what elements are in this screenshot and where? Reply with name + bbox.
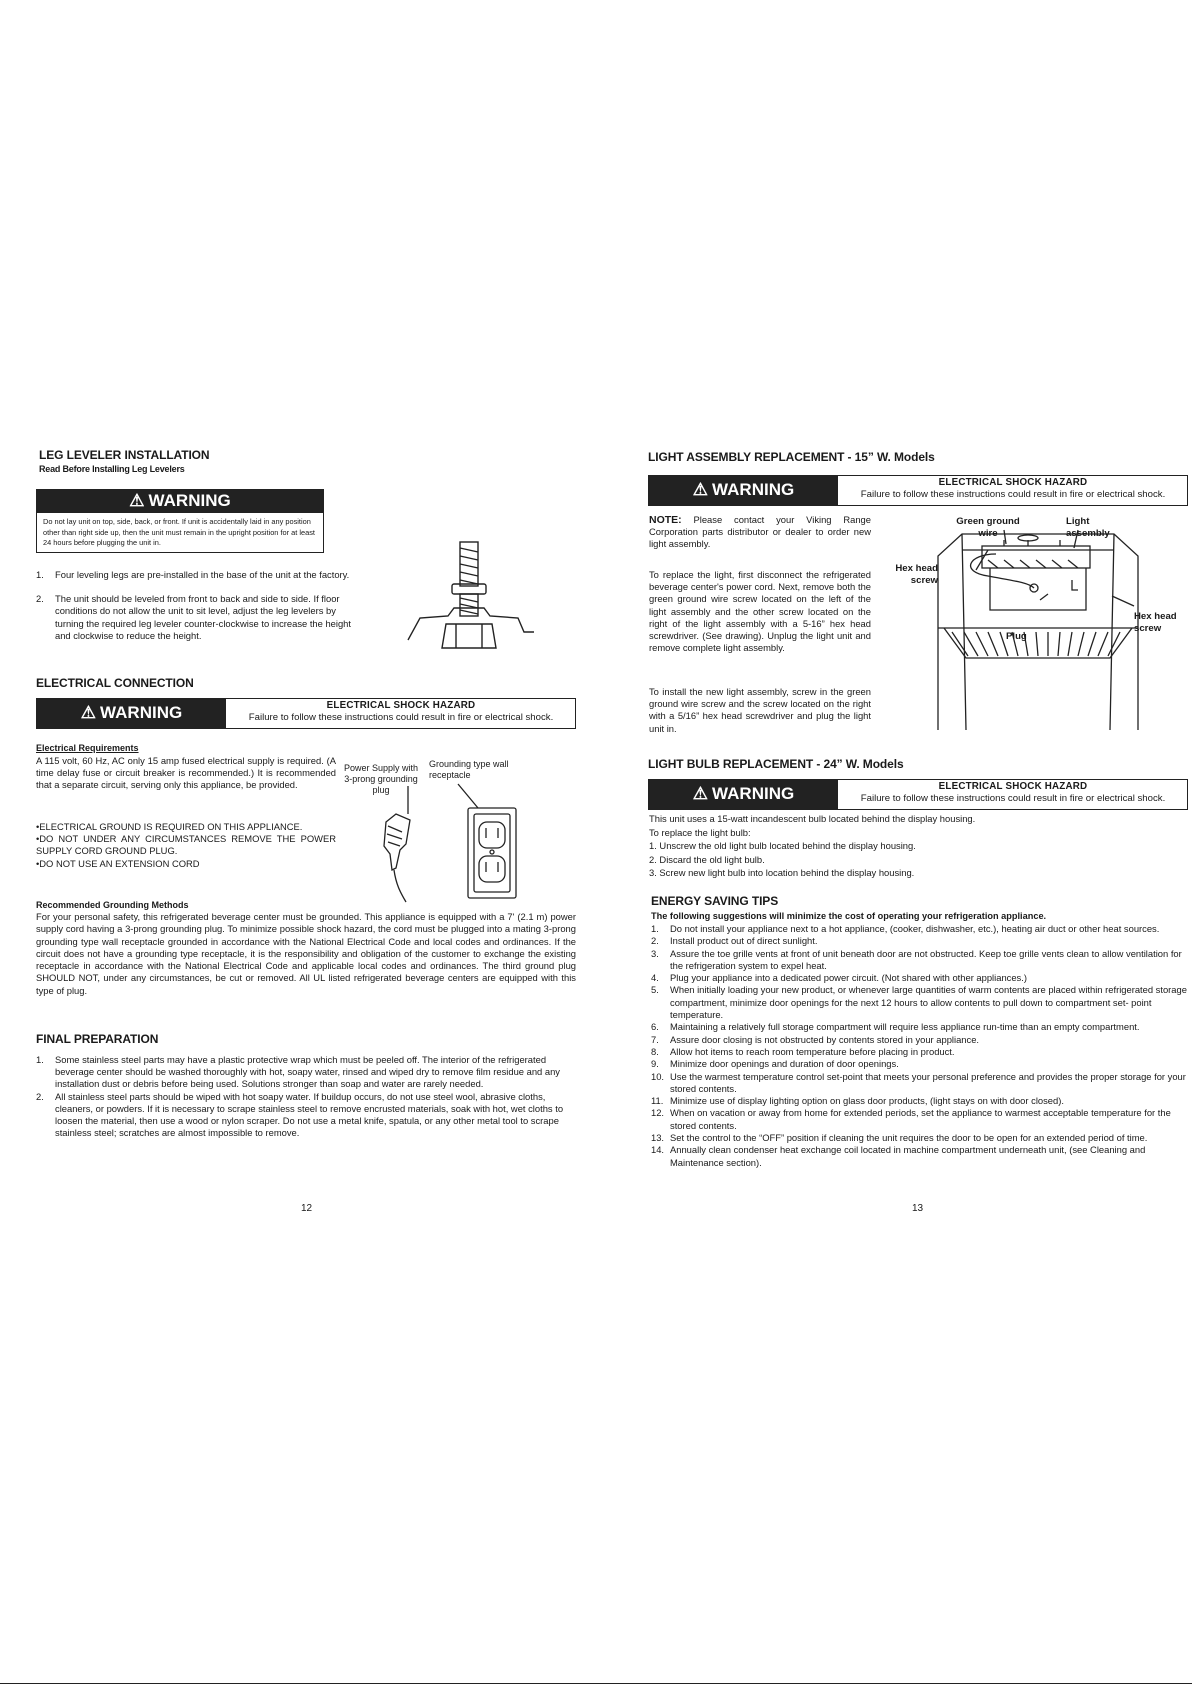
electrical-requirements-title: Electrical Requirements	[36, 743, 139, 753]
leg-warning-text: Do not lay unit on top, side, back, or front. If unit is accidentally laid in any position other than right side up, then the unit must remain in the upright position for at least 24 hours before plugging the unit in.	[43, 517, 315, 547]
instruction-line: 1. Unscrew the old light bulb located behind the display housing.	[649, 840, 916, 851]
warning-banner	[649, 780, 838, 809]
light-assembly-title: LIGHT ASSEMBLY REPLACEMENT - 15” W. Models	[648, 450, 935, 464]
instruction-line: 3. Screw new light bulb into location behind the display housing.	[649, 867, 915, 878]
electrical-warning-box	[36, 698, 576, 729]
leg-steps	[36, 569, 361, 642]
plug-diagram-label: Plug	[1006, 631, 1027, 642]
energy-tips-subtitle: The following suggestions will minimize the cost of operating your refrigeration appliance.	[651, 911, 1047, 921]
list-item: 1. Four leveling legs are pre-installed in the base of the unit at the factory.	[36, 569, 350, 580]
grounding-methods-title: Recommended Grounding Methods	[36, 900, 189, 910]
warning-banner	[649, 476, 838, 505]
list-item: 13. Set the control to the “OFF” position if cleaning the unit requires the door to be open for an extended period of time.	[651, 1132, 1148, 1144]
list-item: 11. Minimize use of display lighting option on glass door products, (light stays on with door closed).	[651, 1095, 1064, 1107]
electrical-requirements-text: A 115 volt, 60 Hz, AC only 15 amp fused electrical supply is required. (A time delay fuse or circuit breaker is recommended.) It is recommended that a separate circuit, serving only this appliance, be provided.	[36, 755, 336, 791]
note-text: Please contact your Viking Range Corporation parts distributor or dealer to order new light assembly.	[649, 514, 871, 550]
green-ground-wire-label: Green ground wire	[956, 516, 1020, 539]
bottom-rule	[0, 1683, 1192, 1684]
hazard-title: ELECTRICAL SHOCK HAZARD	[938, 781, 1088, 792]
light-assembly-label: Light assembly	[1066, 516, 1110, 539]
light-bulb-instructions	[649, 812, 1189, 880]
warning-label: WARNING	[712, 784, 795, 804]
light-assembly-diagram	[938, 510, 1148, 730]
list-item: 1. Do not install your appliance next to a hot appliance, (cooker, dishwasher, etc.), heating air duct or other heat sources.	[651, 923, 1160, 934]
bullet-item: •ELECTRICAL GROUND IS REQUIRED ON THIS APPLIANCE.	[36, 821, 303, 832]
hazard-description: Failure to follow these instructions could result in fire or electrical shock.	[860, 792, 1166, 804]
energy-tips-title: ENERGY SAVING TIPS	[651, 894, 779, 908]
page-number: 13	[912, 1203, 924, 1214]
light-assembly-para2: To install the new light assembly, screw in the green ground wire screw and the screw located on the right with a 5/16” hex head screwdriver and plug the light unit in.	[649, 686, 871, 734]
warning-triangle-icon: ⚠	[80, 703, 97, 723]
leg-warning-box	[36, 489, 324, 553]
warning-triangle-icon: ⚠	[692, 480, 709, 500]
warning-label: WARNING	[148, 491, 231, 511]
light-bulb-warning-box	[648, 779, 1188, 810]
page-number: 12	[301, 1203, 313, 1214]
instruction-line: 2. Discard the old light bulb.	[649, 853, 765, 865]
leg-leveler-title: LEG LEVELER INSTALLATION	[39, 448, 210, 462]
light-bulb-title: LIGHT BULB REPLACEMENT - 24” W. Models	[648, 757, 904, 771]
light-assembly-warning-box	[648, 475, 1188, 506]
hazard-description: Failure to follow these instructions could result in fire or electrical shock.	[248, 711, 554, 723]
warning-label: WARNING	[712, 480, 795, 500]
plug-and-receptacle-illustration	[366, 784, 526, 904]
plug-label: Power Supply with 3-prong grounding plug	[343, 763, 419, 795]
hazard-text	[839, 780, 1187, 809]
warning-triangle-icon: ⚠	[692, 784, 709, 804]
leg-leveler-subtitle: Read Before Installing Leg Levelers	[39, 464, 185, 474]
warning-banner	[37, 699, 226, 728]
list-item: 9. Minimize door openings and duration of door openings.	[651, 1058, 899, 1070]
list-item: 1. Some stainless steel parts may have a plastic protective wrap which must be peeled off. The interior of the refrigerated beverage center should be washed thoroughly with hot, soapy water, rinsed and wiped dry to remove film residue and any installation dust or debris before being used. Solutions stronger than soap and water are rarely needed.	[36, 1054, 560, 1090]
final-preparation-title: FINAL PREPARATION	[36, 1032, 159, 1046]
receptacle-label: Grounding type wall receptacle	[429, 759, 509, 780]
note-label: NOTE:	[649, 514, 682, 526]
light-assembly-para1: To replace the light, first disconnect the refrigerated beverage center's power cord. Next, remove both the green ground wire screw located on the left of the light assembly and the other screw located on the right of the light assembly with a 5-16” hex head screwdriver. (See drawing). Unplug the light unit and remove complete light assembly.	[649, 569, 871, 654]
grounding-methods-text: For your personal safety, this refrigerated beverage center must be grounded. This appliance is equipped with a 7' (2.1 m) power supply cord having a 3-prong grounding plug. To minimize possible shock hazard, the cord must be plugged into a mating 3-prong grounding type wall receptacle grounded in accordance with the National Electrical Code and local codes and ordinances. If the circuit does not have a grounding type receptacle, it is the responsibility and obligation of the customer to exchange the existing receptacle in accordance with the National Electrical Code and applicable local codes and ordinances. The third ground plug SHOULD NOT, under any circumstances, be cut or removed. All UL listed refrigerated beverage centers are equipped with this type of plug.	[36, 911, 576, 996]
leg-leveler-illustration	[406, 538, 536, 656]
bullet-item: •DO NOT UNDER ANY CIRCUMSTANCES REMOVE THE POWER SUPPLY CORD GROUND PLUG.	[36, 833, 336, 857]
list-item: 12. When on vacation or away from home for extended periods, set the appliance to warmest acceptable temperature for the stored contents.	[651, 1107, 1171, 1131]
hex-head-screw-left-label: Hex head screw	[895, 563, 938, 586]
list-item: 14. Annually clean condenser heat exchange coil located in machine compartment underneath unit, (see Cleaning and Maintenance section).	[651, 1144, 1146, 1168]
electrical-connection-title: ELECTRICAL CONNECTION	[36, 676, 194, 690]
light-assembly-note	[649, 514, 871, 551]
hazard-description: Failure to follow these instructions could result in fire or electrical shock.	[860, 488, 1166, 500]
hazard-text	[227, 699, 575, 728]
instruction-line: This unit uses a 15-watt incandescent bulb located behind the display housing.	[649, 813, 976, 824]
electrical-bullets	[36, 821, 336, 870]
list-item: 6. Maintaining a relatively full storage compartment will require less appliance run-time than an empty compartment.	[651, 1021, 1140, 1033]
hazard-title: ELECTRICAL SHOCK HAZARD	[938, 477, 1088, 488]
list-item: 7. Assure door closing is not obstructed by contents stored in your appliance.	[651, 1033, 980, 1045]
instruction-line: To replace the light bulb:	[649, 826, 751, 838]
warning-triangle-icon: ⚠	[129, 491, 145, 511]
energy-tips-list	[651, 923, 1191, 1169]
list-item: 2. The unit should be leveled from front to back and side to side. If floor conditions do not allow the unit to sit level, adjust the leg levelers by turning the required leg leveler counter-clockwise to increase the height and clockwise to reduce the height.	[36, 593, 351, 641]
list-item: 8. Allow hot items to reach room temperature before placing in product.	[651, 1045, 955, 1057]
list-item: 2. All stainless steel parts should be wiped with hot soapy water. If buildup occurs, do not use steel wool, abrasive cloths, cleaners, or powders. If it is necessary to scrape stainless steel to remove encrusted materials, soak with hot, wet cloths to loosen the material, then use a wood or nylon scraper. Do not use a metal knife, spatula, or any other metal tool to scrape stainless steel; scratches are almost impossible to remove.	[36, 1090, 564, 1139]
bullet-item: •DO NOT USE AN EXTENSION CORD	[36, 857, 200, 869]
hazard-title: ELECTRICAL SHOCK HAZARD	[326, 700, 476, 711]
warning-label: WARNING	[100, 703, 183, 723]
list-item: 3. Assure the toe grille vents at front of unit beneath door are not obstructed. Keep toe grille vents clean to allow ventilation for the refrigeration system to expel heat.	[651, 947, 1182, 971]
warning-banner	[37, 490, 323, 513]
list-item: 10. Use the warmest temperature control set-point that meets your personal preference and provides the proper storage for your stored contents.	[651, 1070, 1186, 1094]
hazard-text	[839, 476, 1187, 505]
list-item: 4. Plug your appliance into a dedicated power circuit. (Not shared with other appliances.)	[651, 972, 1027, 984]
hex-head-screw-right-label: Hex head screw	[1134, 611, 1177, 634]
final-steps	[36, 1054, 576, 1139]
list-item: 2. Install product out of direct sunlight.	[651, 935, 818, 947]
list-item: 5. When initially loading your new product, or whenever large quantities of warm contents are placed within refrigerated storage compartment, minimize door openings for the next 12 hours to allow contents to pull down to compartment set- point temperature.	[651, 984, 1187, 1021]
